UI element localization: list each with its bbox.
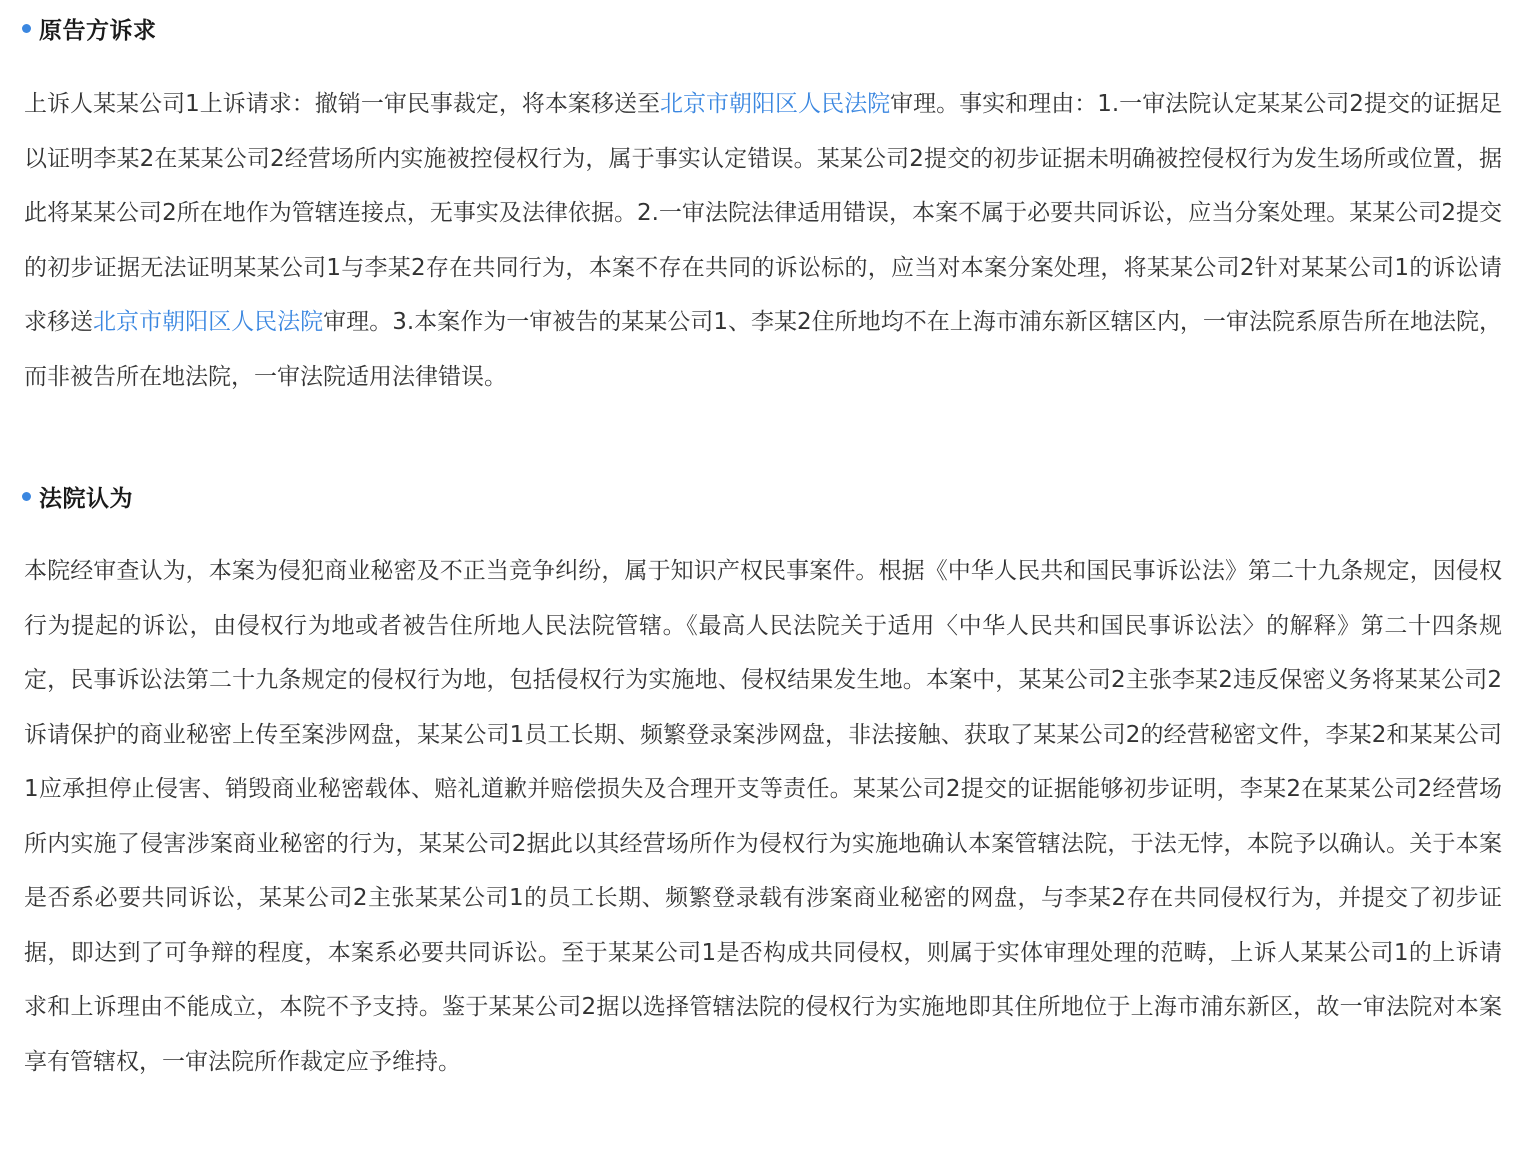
bullet-dot-icon: [22, 24, 31, 33]
paragraph-text: 上诉人某某公司1上诉请求：撤销一审民事裁定，将本案移送至: [24, 91, 660, 117]
court-link[interactable]: 北京市朝阳区人民法院: [659, 91, 891, 117]
section-heading-label: 原告方诉求: [39, 17, 157, 44]
court-link[interactable]: 北京市朝阳区人民法院: [93, 309, 324, 335]
section-heading-court-opinion: [22, 476, 133, 516]
paragraph-text: 审理。3.本案作为一审被告的某某公司1、李某2住所地均不在上海市浦东新区辖区内，一审法院系原告所在地法院，而非被告所在地法院，一审法院适用法律错误。: [24, 309, 1503, 390]
bullet-dot-icon: [22, 492, 31, 501]
paragraph-text: 审理。事实和理由：1.一审法院认定某某公司2提交的证据足以证明李某2在某某公司2经营场所内实施被控侵权行为，属于事实认定错误。某某公司2提交的初步证据未明确被控侵权行为发生场所或位置，据此将某某公司2所在地作为管辖连接点，无事实及法律依据。2.一审法院法律适用错误，本案不属于必要共同诉讼，应当分案处理。某某公司2提交的初步证据无法证明某某公司1与李某2存在共同行为，本案不存在共同的诉讼标的，应当对本案分案处理，将某某公司2针对某某公司1的诉讼请求移送: [24, 91, 1503, 335]
court-opinion-paragraph: [24, 544, 1502, 1089]
section-heading-plaintiff-claims: [22, 8, 157, 48]
plaintiff-claims-paragraph: [24, 77, 1502, 404]
section-heading-label: 法院认为: [39, 485, 133, 512]
paragraph-text: 本院经审查认为，本案为侵犯商业秘密及不正当竞争纠纷，属于知识产权民事案件。根据《中华人民共和国民事诉讼法》第二十九条规定，因侵权行为提起的诉讼，由侵权行为地或者被告住所地人民法院管辖。《最高人民法院关于适用〈中华人民共和国民事诉讼法〉的解释》第二十四条规定，民事诉讼法第二十九条规定的侵权行为地，包括侵权行为实施地、侵权结果发生地。本案中，某某公司2主张李某2违反保密义务将某某公司2诉请保护的商业秘密上传至案涉网盘，某某公司1员工长期、频繁登录案涉网盘，非法接触、获取了某某公司2的经营秘密文件，李某2和某某公司1应承担停止侵害、销毁商业秘密载体、赔礼道歉并赔偿损失及合理开支等责任。某某公司2提交的证据能够初步证明，李某2在某某公司2经营场所内实施了侵害涉案商业秘密的行为，某某公司2据此以其经营场所作为侵权行为实施地确认本案管辖法院，于法无悖，本院予以确认。关于本案是否系必要共同诉讼，某某公司2主张某某公司1的员工长期、频繁登录载有涉案商业秘密的网盘，与李某2存在共同侵权行为，并提交了初步证据，即达到了可争辩的程度，本案系必要共同诉讼。至于某某公司1是否构成共同侵权，则属于实体审理处理的范畴，上诉人某某公司1的上诉请求和上诉理由不能成立，本院不予支持。鉴于某某公司2据以选择管辖法院的侵权行为实施地即其住所地位于上海市浦东新区，故一审法院对本案享有管辖权，一审法院所作裁定应予维持。: [24, 558, 1502, 1075]
